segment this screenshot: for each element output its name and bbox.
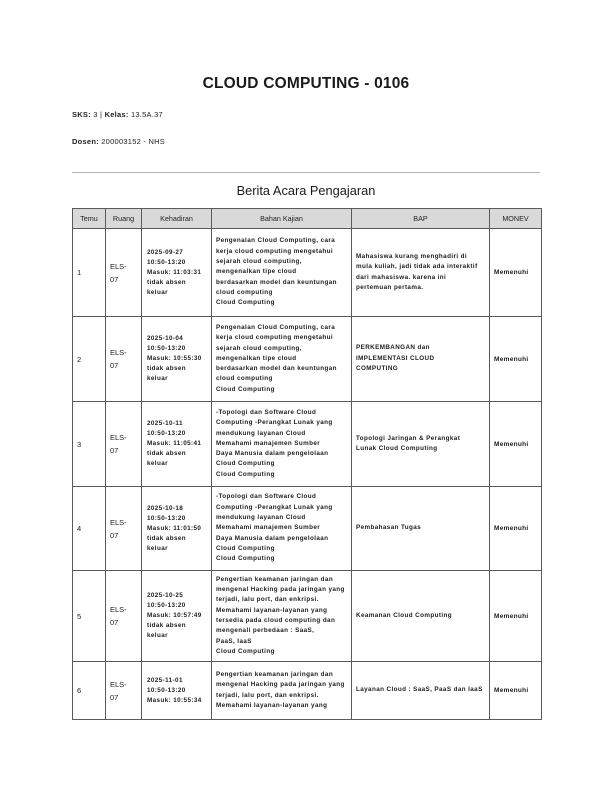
cell-bahan-kajian: Pengertian keamanan jaringan dan mengenal Hacking pada jaringan yang terjadi, lalu port, dan enkripsi. Memahami layanan-layanan yang tersedia pada cloud computing dan mengenali perbedaan : SaaS, PaaS, IaaS Cloud Computing — [212, 571, 352, 662]
cell-monev: Memenuhi — [490, 229, 542, 317]
section-title: Berita Acara Pengajaran — [236, 183, 376, 198]
cell-bahan-kajian: -Topologi dan Software Cloud Computing -Perangkat Lunak yang mendukung layanan Cloud Memahami manajemen Sumber Daya Manusia dalam pengelolaan Cloud Computing Cloud Computing — [212, 402, 352, 487]
cell-kehadiran: 2025-10-25 10:50-13:20 Masuk: 10:57:49 tidak absen keluar — [142, 571, 212, 662]
cell-monev: Memenuhi — [490, 487, 542, 571]
table-row — [73, 229, 542, 317]
meta-separator: | — [100, 110, 103, 119]
header-monev: MONEV — [490, 209, 542, 229]
cell-bap: Pembahasan Tugas — [352, 487, 490, 571]
cell-kehadiran: 2025-10-18 10:50-13:20 Masuk: 11:01:50 tidak absen keluar — [142, 487, 212, 571]
cell-ruang — [106, 662, 142, 720]
ruang-text: ELS-07 — [110, 679, 127, 702]
cell-bahan-kajian: Pengertian keamanan jaringan dan mengenal Hacking pada jaringan yang terjadi, lalu port, dan enkripsi. Memahami layanan-layanan yang — [212, 662, 352, 720]
cell-ruang — [106, 571, 142, 662]
cell-bap: Mahasiswa kurang menghadiri di mula kuliah, jadi tidak ada interaktif dari mahasiswa. karena ini pertemuan pertama. — [352, 229, 490, 317]
cell-ruang — [106, 229, 142, 317]
cell-kehadiran: 2025-10-04 10:50-13:20 Masuk: 10:55:30 tidak absen keluar — [142, 317, 212, 402]
header-temu: Temu — [73, 209, 106, 229]
cell-bahan-kajian: Pengenalan Cloud Computing, cara kerja cloud computing mengetahui sejarah cloud computing, mengenalkan tipe cloud berdasarkan model dan keuntungan cloud computing Cloud Computing — [212, 229, 352, 317]
cell-temu: 3 — [73, 402, 106, 487]
cell-monev: Memenuhi — [490, 662, 542, 720]
header-bahan-kajian: Bahan Kajian — [212, 209, 352, 229]
cell-kehadiran: 2025-11-01 10:50-13:20 Masuk: 10:55:34 — [142, 662, 212, 720]
cell-bahan-kajian: Pengenalan Cloud Computing, cara kerja cloud computing mengetahui sejarah cloud computing, mengenalkan tipe cloud berdasarkan model dan keuntungan cloud computing Cloud Computing — [212, 317, 352, 402]
header-bap: BAP — [352, 209, 490, 229]
course-meta — [72, 110, 163, 119]
table-row — [73, 662, 542, 720]
cell-temu: 6 — [73, 662, 106, 720]
header-kehadiran: Kehadiran — [142, 209, 212, 229]
ruang-text: ELS-07 — [110, 517, 127, 540]
cell-bap: PERKEMBANGAN dan IMPLEMENTASI CLOUD COMPUTING — [352, 317, 490, 402]
cell-kehadiran: 2025-09-27 10:50-13:20 Masuk: 11:03:31 tidak absen keluar — [142, 229, 212, 317]
cell-monev: Memenuhi — [490, 317, 542, 402]
cell-bap: Topologi Jaringan & Perangkat Lunak Cloud Computing — [352, 402, 490, 487]
table-row — [73, 571, 542, 662]
sks-label: SKS: — [72, 110, 91, 119]
cell-kehadiran: 2025-10-11 10:50-13:20 Masuk: 11:05:41 tidak absen keluar — [142, 402, 212, 487]
cell-ruang — [106, 317, 142, 402]
lecturer-meta — [72, 137, 165, 146]
page-title: CLOUD COMPUTING - 0106 — [202, 75, 410, 92]
table-row — [73, 487, 542, 571]
cell-ruang — [106, 487, 142, 571]
ruang-text: ELS-07 — [110, 261, 127, 284]
sks-value: 3 — [93, 110, 98, 119]
cell-bahan-kajian: -Topologi dan Software Cloud Computing -Perangkat Lunak yang mendukung layanan Cloud Memahami manajemen Sumber Daya Manusia dalam pengelolaan Cloud Computing Cloud Computing — [212, 487, 352, 571]
table-header-row — [73, 209, 542, 229]
dosen-value: 200003152 - NHS — [101, 137, 166, 146]
cell-monev: Memenuhi — [490, 571, 542, 662]
header-ruang: Ruang — [106, 209, 142, 229]
cell-temu: 5 — [73, 571, 106, 662]
table-row — [73, 402, 542, 487]
cell-bap: Layanan Cloud : SaaS, PaaS dan IaaS — [352, 662, 490, 720]
cell-ruang — [106, 402, 142, 487]
ruang-text: ELS-07 — [110, 348, 127, 370]
cell-temu: 4 — [73, 487, 106, 571]
cell-temu: 1 — [73, 229, 106, 317]
ruang-text: ELS-07 — [110, 433, 127, 455]
ruang-text: ELS-07 — [110, 605, 127, 627]
cell-monev: Memenuhi — [490, 402, 542, 487]
kelas-value: 13.5A.37 — [130, 110, 163, 119]
cell-temu: 2 — [73, 317, 106, 402]
cell-bap: Keamanan Cloud Computing — [352, 571, 490, 662]
divider — [72, 172, 540, 173]
teaching-record-table — [72, 208, 542, 720]
kelas-label: Kelas: — [104, 110, 129, 119]
table-row — [73, 317, 542, 402]
dosen-label: Dosen: — [72, 137, 99, 146]
